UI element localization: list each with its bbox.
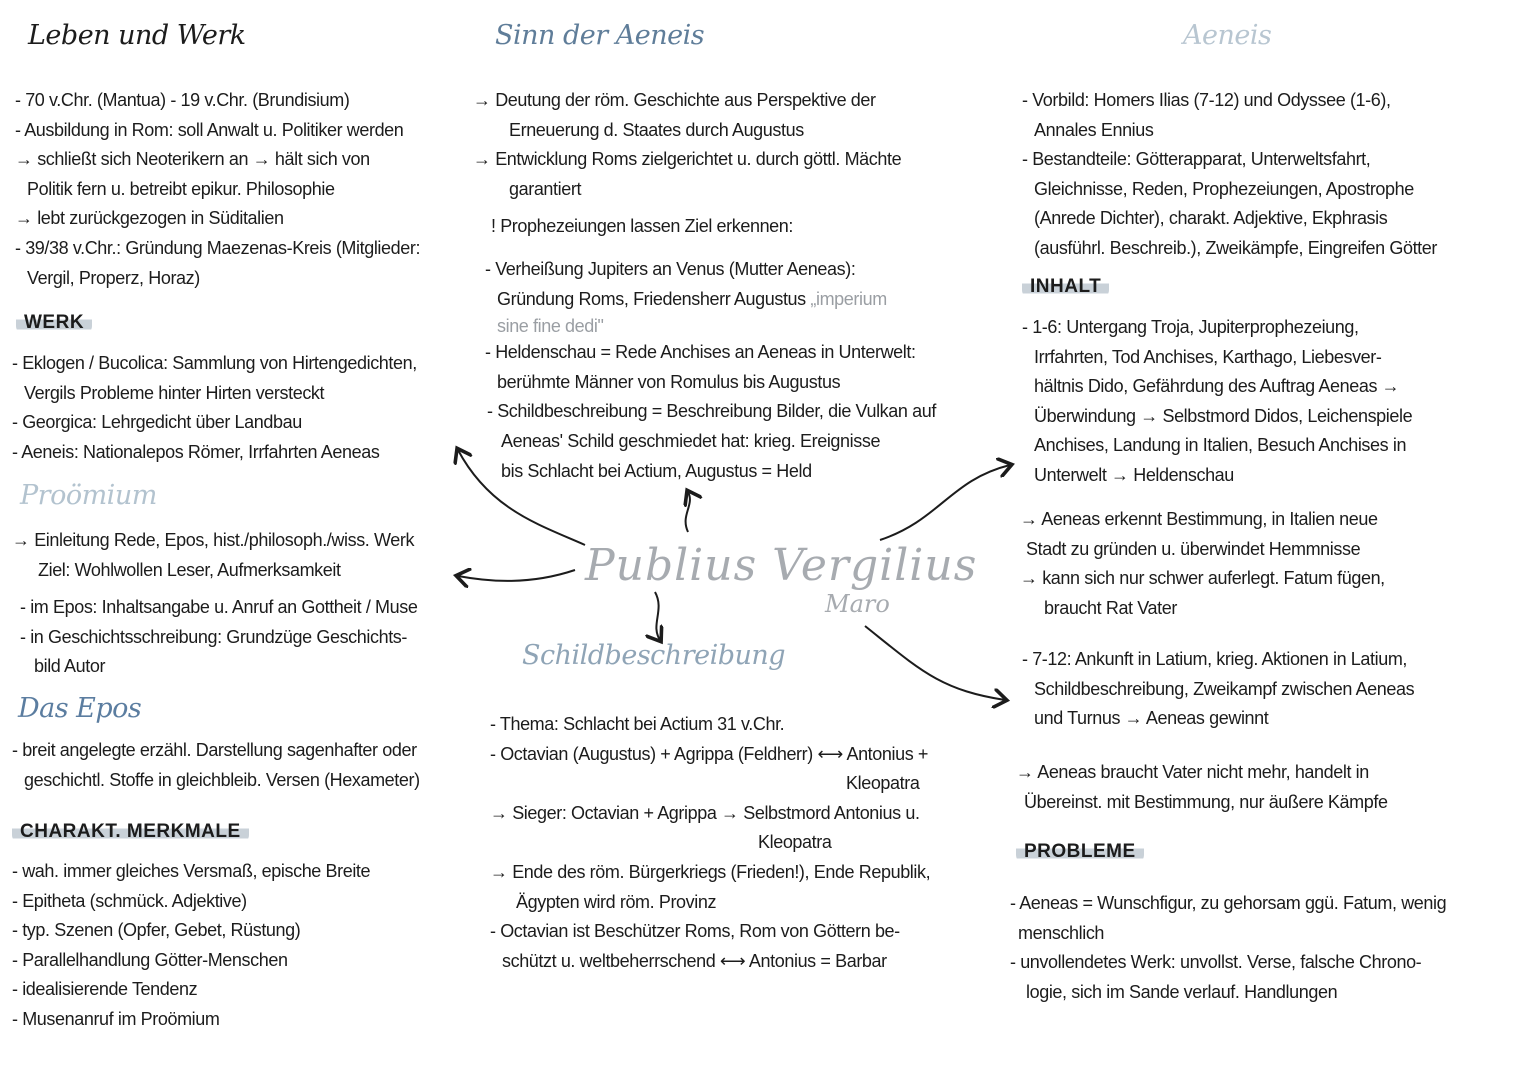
list-item: - Bestandteile: Götterapparat, Unterweltsfahrt, — [1022, 149, 1371, 170]
list-item: - Aeneis: Nationalepos Römer, Irrfahrten Aeneas — [12, 441, 380, 462]
list-item: (ausführl. Beschreib.), Zweikämpfe, Eingreifen Götter — [1034, 237, 1437, 258]
list-item: - Verheißung Jupiters an Venus (Mutter Aeneas): — [485, 258, 856, 279]
list-item: Anchises, Landung in Italien, Besuch Anchises in — [1034, 435, 1407, 456]
list-item: Übereinst. mit Bestimmung, nur äußere Kämpfe — [1024, 791, 1388, 812]
list-item: - Octavian ist Beschützer Roms, Rom von Göttern be- — [490, 921, 900, 942]
list-item: Ägypten wird röm. Provinz — [516, 891, 717, 912]
list-item: bild Autor — [34, 656, 106, 677]
list-item: Kleopatra — [758, 832, 832, 853]
list-item: Unterwelt → Heldenschau — [1034, 464, 1234, 485]
list-item: - Schildbeschreibung = Beschreibung Bilder, die Vulkan auf — [487, 401, 936, 422]
heading-werk: WERK — [16, 312, 92, 334]
list-item: Stadt zu gründen u. überwindet Hemmnisse — [1026, 538, 1361, 559]
heading-aeneis: Aeneis — [1183, 20, 1272, 51]
center-topic-subtitle: Maro — [825, 590, 890, 618]
list-item: Irrfahrten, Tod Anchises, Karthago, Liebesver- — [1034, 346, 1382, 367]
list-item: Vergils Probleme hinter Hirten versteckt — [24, 382, 325, 403]
list-item: - wah. immer gleiches Versmaß, epische Breite — [12, 861, 371, 881]
list-item: → Ende des röm. Bürgerkriegs (Frieden!), Ende Republik, — [490, 861, 931, 882]
list-item: → Entwicklung Roms zielgerichtet u. durch göttl. Mächte — [473, 149, 902, 170]
heading-inhalt: INHALT — [1022, 276, 1109, 298]
list-item: logie, sich im Sande verlauf. Handlungen — [1026, 981, 1338, 1002]
list-item: geschichtl. Stoffe in gleichbleib. Versen (Hexameter) — [24, 769, 420, 790]
list-item: - Aeneas = Wunschfigur, zu gehorsam ggü. Fatum, wenig — [1010, 893, 1447, 913]
list-item: Aeneas' Schild geschmiedet hat: krieg. Ereignisse — [501, 430, 881, 451]
heading-leben-und-werk: Leben und Werk — [28, 20, 246, 51]
list-item: (Anrede Dichter), charakt. Adjektive, Ekphrasis — [1034, 208, 1388, 229]
list-item: garantiert — [509, 178, 582, 199]
list-item: Schildbeschreibung, Zweikampf zwischen Aeneas — [1034, 678, 1415, 699]
heading-sinn-der-aeneis: Sinn der Aeneis — [495, 20, 705, 51]
list-item: - Ausbildung in Rom: soll Anwalt u. Politiker werden — [15, 119, 404, 140]
latin-quote: „imperium — [810, 288, 887, 309]
list-item: → Einleitung Rede, Epos, hist./philosoph./wiss. Werk — [12, 530, 415, 550]
sinn-note: ! Prophezeiungen lassen Ziel erkennen: — [491, 216, 794, 237]
list-item: Gründung Roms, Friedensherr Augustus „imperium — [497, 288, 887, 309]
list-item: - 70 v.Chr. (Mantua) - 19 v.Chr. (Brundisium) — [15, 90, 350, 110]
list-item: Politik fern u. betreibt epikur. Philosophie — [27, 178, 335, 199]
list-item: → lebt zurückgezogen in Süditalien — [15, 208, 284, 229]
arrow-to-inhalt — [865, 626, 1005, 700]
heading-charakt-merkmale: CHARAKT. MERKMALE — [12, 821, 249, 843]
list-item: Kleopatra — [846, 773, 920, 794]
list-item: - im Epos: Inhaltsangabe u. Anruf an Gottheit / Muse — [20, 597, 418, 618]
list-item: → Sieger: Octavian + Agrippa → Selbstmord Antonius u. — [490, 802, 920, 823]
list-item: - Parallelhandlung Götter-Menschen — [12, 949, 288, 970]
merkmale-list — [12, 857, 370, 1035]
list-item: - Thema: Schlacht bei Actium 31 v.Chr. — [490, 714, 785, 734]
sinn-list — [473, 86, 936, 486]
arrow-to-prooemium — [458, 570, 575, 581]
list-item: - idealisierende Tendenz — [12, 979, 198, 1000]
epos-list — [12, 736, 420, 795]
inhalt-part4 — [1016, 758, 1388, 817]
list-item: - Octavian (Augustus) + Agrippa (Feldherr) ⟷ Antonius + — [490, 743, 929, 764]
list-item: - in Geschichtsschreibung: Grundzüge Geschichts- — [20, 626, 407, 647]
list-item: → kann sich nur schwer auferlegt. Fatum fügen, — [1020, 568, 1385, 589]
probleme-list — [1010, 889, 1446, 1007]
inhalt-part2 — [1020, 505, 1385, 623]
list-item: - Epitheta (schmück. Adjektive) — [12, 890, 247, 911]
list-item: → schließt sich Neoterikern an → hält sich von — [15, 149, 370, 170]
prooemium-list — [12, 526, 417, 682]
heading-das-epos: Das Epos — [18, 693, 142, 724]
list-item: Ziel: Wohlwollen Leser, Aufmerksamkeit — [38, 559, 341, 580]
inhalt-part1 — [1022, 313, 1412, 491]
list-item: - Vorbild: Homers Ilias (7-12) und Odyssee (1-6), — [1022, 90, 1391, 110]
latin-quote: sine fine dedi" — [497, 316, 604, 337]
list-item: braucht Rat Vater — [1044, 597, 1177, 618]
aeneis-list — [1022, 86, 1437, 264]
list-item: - 39/38 v.Chr.: Gründung Maezenas-Kreis (Mitglieder: — [15, 237, 421, 258]
werk-list — [12, 349, 417, 467]
list-item: hältnis Dido, Gefährdung des Auftrag Aeneas → — [1034, 376, 1400, 397]
list-item: - 7-12: Ankunft in Latium, krieg. Aktionen in Latium, — [1022, 649, 1408, 669]
list-item: Gleichnisse, Reden, Prophezeiungen, Apostrophe — [1034, 178, 1414, 199]
schild-list — [490, 710, 930, 976]
list-item: Überwindung → Selbstmord Didos, Leichenspiele — [1034, 405, 1413, 426]
list-item: und Turnus → Aeneas gewinnt — [1034, 708, 1269, 729]
list-item: menschlich — [1018, 922, 1105, 943]
list-item: - 1-6: Untergang Troja, Jupiterprophezeiung, — [1022, 317, 1359, 337]
list-item: Vergil, Properz, Horaz) — [27, 267, 200, 288]
list-item: - unvollendetes Werk: unvollst. Verse, falsche Chrono- — [1010, 952, 1422, 973]
list-item: schützt u. weltbeherrschend ⟷ Antonius = Barbar — [502, 950, 887, 971]
list-item: → Aeneas erkennt Bestimmung, in Italien neue — [1020, 509, 1378, 529]
list-item: berühmte Männer von Romulus bis Augustus — [497, 371, 841, 392]
arrow-to-schild — [655, 592, 660, 640]
list-item: → Aeneas braucht Vater nicht mehr, handelt in — [1016, 762, 1369, 782]
list-item: Erneuerung d. Staates durch Augustus — [509, 119, 804, 140]
list-item: - typ. Szenen (Opfer, Gebet, Rüstung) — [12, 920, 301, 941]
inhalt-part3 — [1022, 645, 1414, 734]
list-item: - Heldenschau = Rede Anchises an Aeneas in Unterwelt: — [485, 342, 916, 363]
list-item: bis Schlacht bei Actium, Augustus = Held — [501, 460, 812, 481]
list-item: - Eklogen / Bucolica: Sammlung von Hirtengedichten, — [12, 353, 417, 373]
list-item: - Georgica: Lehrgedicht über Landbau — [12, 412, 302, 433]
heading-probleme: PROBLEME — [1016, 841, 1144, 863]
list-item: Annales Ennius — [1034, 119, 1154, 140]
list-item: → Deutung der röm. Geschichte aus Perspektive der — [473, 90, 876, 110]
list-item: - Musenanruf im Proömium — [12, 1008, 220, 1029]
arrow-to-sinn — [686, 492, 690, 532]
list-item: - breit angelegte erzähl. Darstellung sagenhafter oder — [12, 740, 417, 760]
leben-list — [15, 86, 420, 293]
center-topic-title: Publius Vergilius — [585, 540, 978, 591]
heading-schildbeschreibung: Schildbeschreibung — [522, 640, 786, 671]
heading-prooemium: Proömium — [20, 480, 157, 511]
